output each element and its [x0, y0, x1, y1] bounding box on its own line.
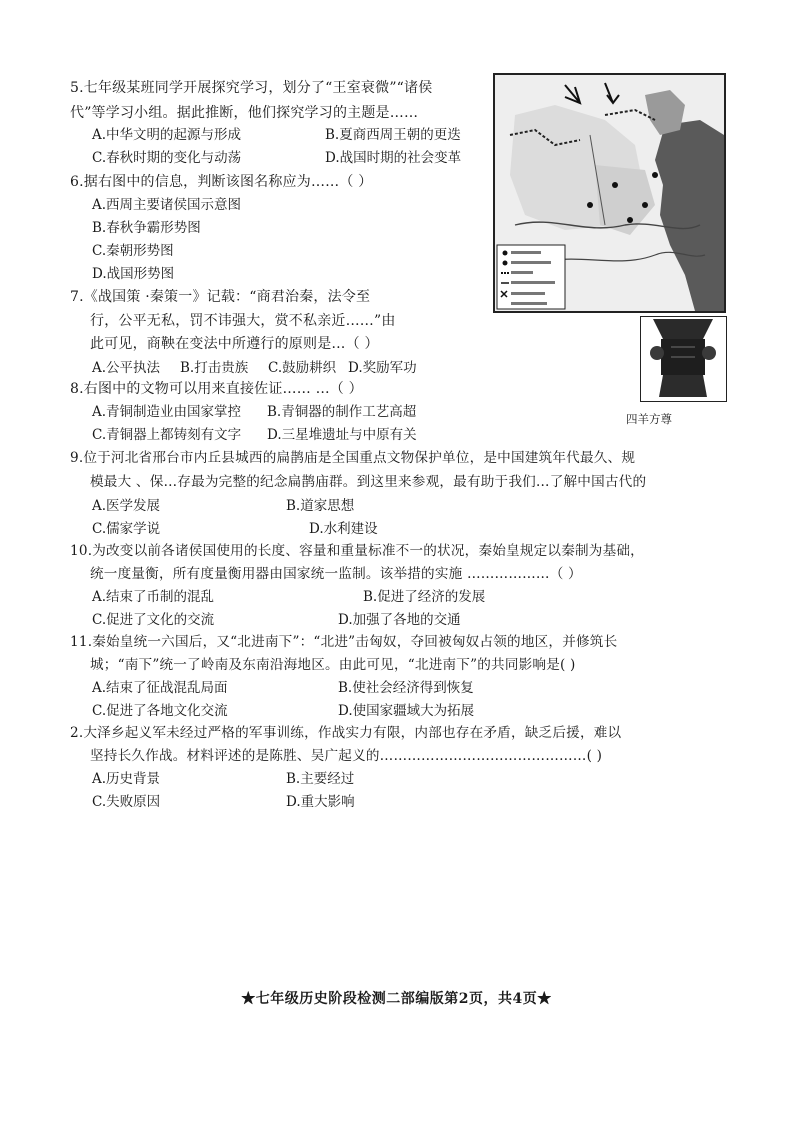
q8-option-c[interactable]: C.青铜器上都铸刻有文字 [92, 427, 242, 443]
q5-options-row2 [0, 148, 793, 170]
q11-option-d[interactable]: D.使国家疆域大为拓展 [338, 703, 475, 719]
q10-option-b[interactable]: B.促进了经济的发展 [363, 589, 486, 605]
q8-options-row2 [0, 425, 793, 447]
q10-options-row1 [0, 587, 793, 609]
q7-stem-line1: 7.《战国策 ·秦策一》记载：“商君治秦，法令至 [70, 289, 371, 305]
q6-option-b[interactable]: B.春秋争霸形势图 [92, 220, 201, 236]
q12-option-b[interactable]: B.主要经过 [286, 771, 355, 787]
q12-options-row1 [0, 769, 793, 791]
q9-options-row2 [0, 519, 793, 541]
q5-option-a[interactable]: A.中华文明的起源与形成 [92, 127, 242, 143]
q6-option-a[interactable]: A.西周主要诸侯国示意图 [92, 197, 242, 213]
q9-options-row1 [0, 496, 793, 518]
q12-stem-line1: 2.大泽乡起义军未经过严格的军事训练，作战实力有限，内部也存在矛盾，缺乏后援，难以 [70, 725, 622, 741]
q5-stem-line1: 5.七年级某班同学开展探究学习，划分了“王室衰微”“诸侯 [70, 80, 433, 96]
q8-stem: 8.右图中的文物可以用来直接佐证…… …（ ） [70, 381, 363, 397]
q9-stem-line2: 模最大 、保…存最为完整的纪念扁鹊庙群。到这里来参观，最有助于我们…了解中国古代的 [90, 474, 647, 490]
q11-option-b[interactable]: B.使社会经济得到恢复 [338, 680, 474, 696]
q9-option-a[interactable]: A.医学发展 [92, 498, 161, 514]
q7-option-c[interactable]: C.鼓励耕织 [268, 360, 337, 376]
q11-stem-line1: 11.秦始皇统一六国后，又“北进南下”：“北进”击匈奴，夺回被匈奴占领的地区，并修筑长 [70, 634, 618, 650]
q10-option-a[interactable]: A.结束了币制的混乱 [92, 589, 215, 605]
page-footer: ★七年级历史阶段检测二部编版第2页，共4页★ [241, 991, 552, 1007]
q8-option-d[interactable]: D.三星堆遗址与中原有关 [267, 427, 417, 443]
q10-stem-line2: 统一度量衡，所有度量衡用器由国家统一监制。该举措的实施 ………………（ ） [90, 566, 582, 582]
q9-option-b[interactable]: B.道家思想 [286, 498, 355, 514]
q10-option-d[interactable]: D.加强了各地的交通 [338, 612, 461, 628]
q8-options-row1 [0, 402, 793, 424]
q6-option-c-row [0, 241, 793, 263]
q11-option-c[interactable]: C.促进了各地文化交流 [92, 703, 228, 719]
q10-stem-line1: 10.为改变以前各诸侯国使用的长度、容量和重量标准不一的状况，秦始皇规定以秦制为基础， [70, 543, 644, 559]
q12-option-a[interactable]: A.历史背景 [92, 771, 161, 787]
q7-option-d[interactable]: D.奖励军功 [348, 360, 417, 376]
q11-stem-line2: 城；“南下”统一了岭南及东南沿海地区。由此可见，“北进南下”的共同影响是( ) [90, 657, 576, 673]
q8-option-b[interactable]: B.青铜器的制作工艺高超 [267, 404, 417, 420]
q7-stem-line3: 此可见，商鞅在变法中所遵行的原则是…（ ） [90, 336, 379, 352]
q12-options-row2 [0, 792, 793, 814]
q10-option-c[interactable]: C.促进了文化的交流 [92, 612, 215, 628]
q5-stem-line2: 代”等学习小组。据此推断，他们探究学习的主题是…… [70, 105, 419, 121]
q6-option-c[interactable]: C.秦朝形势图 [92, 243, 174, 259]
q5-options-row1 [0, 125, 793, 147]
q5-option-d[interactable]: D.战国时期的社会变革 [325, 150, 462, 166]
q12-option-c[interactable]: C.失败原因 [92, 794, 161, 810]
q6-option-d[interactable]: D.战国形势图 [92, 266, 175, 282]
q6-option-b-row [0, 218, 793, 240]
q7-stem-line2: 行，公平无私，罚不讳强大，赏不私亲近……”由 [90, 313, 396, 329]
q7-options-row [0, 358, 793, 380]
q12-option-d[interactable]: D.重大影响 [286, 794, 355, 810]
q11-options-row2 [0, 701, 793, 723]
q7-option-b[interactable]: B.打击贵族 [180, 360, 249, 376]
q6-stem: 6.据右图中的信息，判断该图名称应为……（ ） [70, 174, 373, 190]
q5-option-b[interactable]: B.夏商西周王朝的更迭 [325, 127, 461, 143]
q9-stem-line1: 9.位于河北省邢台市内丘县城西的扁鹊庙是全国重点文物保护单位，是中国建筑年代最久、规 [70, 450, 636, 466]
q7-option-a[interactable]: A.公平执法 [92, 360, 161, 376]
q11-option-a[interactable]: A.结束了征战混乱局面 [92, 680, 228, 696]
q6-option-a-row [0, 195, 793, 217]
q8-option-a[interactable]: A.青铜制造业由国家掌控 [92, 404, 242, 420]
q9-option-d[interactable]: D.水利建设 [309, 521, 378, 537]
artifact-caption: 四羊方尊 [626, 412, 672, 426]
q6-option-d-row [0, 264, 793, 286]
q12-stem-line2: 坚持长久作战。材料评述的是陈胜、吴广起义的………………………………………( ) [90, 748, 603, 764]
q9-option-c[interactable]: C.儒家学说 [92, 521, 161, 537]
q10-options-row2 [0, 610, 793, 632]
q5-option-c[interactable]: C.春秋时期的变化与动荡 [92, 150, 242, 166]
q11-options-row1 [0, 678, 793, 700]
